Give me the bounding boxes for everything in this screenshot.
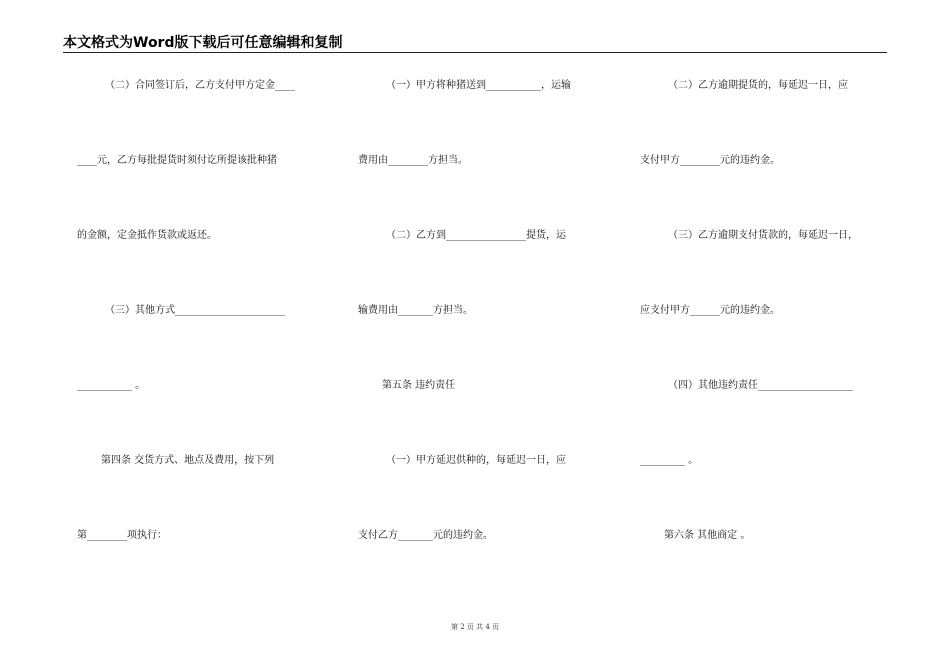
text-line: 费用由________方担当。 (358, 155, 468, 166)
text-line: ____元，乙方每批提货时须付讫所提该批种猪 (77, 155, 277, 166)
text-line: 支付乙方_______元的违约金。 (358, 530, 493, 541)
text-line: （二）乙方逾期提货的，每延迟一日，应 (668, 80, 848, 91)
text-line: 应支付甲方______元的违约金。 (640, 305, 780, 316)
text-line: _________ 。 (640, 455, 699, 466)
section-heading-article-5: 第五条 违约责任 (382, 380, 456, 391)
text-line: （四）其他违约责任___________________ (668, 380, 853, 391)
text-line: （一）甲方延迟供种的，每延迟一日，应 (386, 455, 566, 466)
text-line: ___________ 。 (77, 380, 146, 391)
section-heading-article-4: 第四条 交货方式、地点及费用，按下列 (101, 455, 275, 466)
section-heading-article-6: 第六条 其他商定 。 (664, 530, 751, 541)
text-line: 输费用由_______方担当。 (358, 305, 473, 316)
header-divider (63, 52, 887, 53)
text-line: （三）乙方逾期支付货款的，每延迟一日， (668, 230, 858, 241)
text-line: （一）甲方将种猪送到___________，运输 (386, 80, 571, 91)
text-line: （二）乙方到________________提货，运 (386, 230, 566, 241)
text-line: （二）合同签订后，乙方支付甲方定金____ (105, 80, 295, 91)
text-line: 第________项执行： (77, 530, 167, 541)
text-line: 支付甲方________元的违约金。 (640, 155, 780, 166)
page-header-title: 本文格式为Word版下载后可任意编辑和复制 (63, 35, 343, 51)
text-line: 的金额，定金抵作货款或返还。 (77, 230, 217, 241)
text-line: （三）其他方式______________________ (105, 305, 285, 316)
page-number-footer: 第 2 页 共 4 页 (450, 623, 500, 631)
